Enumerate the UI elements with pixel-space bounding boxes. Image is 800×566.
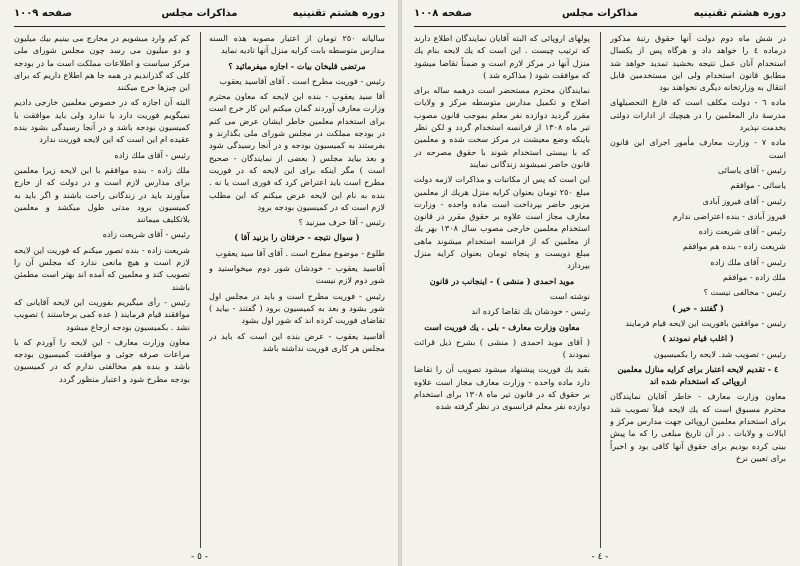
paragraph: آقاسيد يعقوب - عرض بنده اين است كه بايد در مجلس هر كارى فوريت نداشته باشد [209, 330, 385, 353]
paragraph: اين است كه پس از مكاتبات و مذاكرات لازمه دولت مبلغ ٢٥٠ تومان بعنوان كرايه منزل هريك از معلمين مزبور حاضر بپرداخت است ماده واحده - وزارت معارف مجاز است علاوه بر حقوق مقرر در قانون استخدام معلمين خارجى مصوب سال ١٣٠٨ بهر يك از معلمين كه از فرانسه استخدام ميشوند ماهى مبلغ دويست و پنجاه تومان بعنوان كرايه منزل بپردازد [414, 174, 590, 271]
paragraph: رئيس - آقاى ملك زاده [710, 256, 786, 267]
paragraph: رئيس - فوريت مطرح است و بايد در مجلس اول شور بشود و بعد به كميسيون برود ( گفتند - بيايد ) تقاضاى فوريت كرده اند كه شور اول بشود [209, 290, 385, 326]
header-title: مذاكرات مجلس [561, 8, 639, 19]
paragraph: در شش ماه دوم دولت آنها حقوق رتبهٔ مذكور درماده ٤ را خواهد داد و هرگاه پس از يكسال استخدام آنان عمل نتيجه بخشيد تمديد خواهد شد مطابق قانون استخدام ولى اين مستخدمين قابل انتقال به وزارتخانه ديگرى نخواهند بود [610, 33, 786, 93]
paragraph: رئيس - موافقين بافوريت اين لايحه قيام فرمايند [625, 317, 786, 328]
paragraph: ملك زاده - بنده موافقم با اين لايحه زيرا معلمين براى مدارس لازم است و در دولت كه از خارج ميآورند بايد در زندگانى راحت باشند و اگر بايد به كميسيون برود مدتى طول ميكشد و معلمين بلاتكليف ميمانند [14, 164, 190, 225]
paragraph: ساليانه ٢٥٠ تومان از اعتبار مصوبه هذه السنه مدارس متوسطه بابت كرايه منزل آنها تاديه نمايد [209, 33, 385, 56]
paragraph: ياسائى - موافقم [730, 180, 786, 191]
header-page-number: صفحه ١٠٠٨ [414, 8, 473, 19]
paragraph: ماده ٦ - دولت مكلف است كه فارغ التحصيلهاى مدرسهٔ دار المعلمين را در هيچيك از ادارات دولتى بخدمت نپذيرد [610, 97, 786, 133]
paragraph: نوشته است [549, 290, 590, 301]
paragraph: موید احمدى ( منشى ) - اينجانب در قانون [429, 275, 575, 286]
paragraph: پولهاى اروپائى كه البته آقايان نمايندگان اطلاع دارند كه ترتيب چيست . اين است كه يك لايحه بنام يك منزل آنها در مركز لازم است و ضمناً تقاضا ميشود كه موافقت شود ( مذاكره شد ) [414, 33, 590, 80]
paragraph: ( آقاى موید احمدى ( منشى ) بشرح ذيل قرائت نمودند ) [414, 336, 590, 360]
right-page [400, 0, 800, 566]
book-gutter [398, 0, 402, 566]
paragraph: شريعت زاده - بنده هم موافقم [682, 241, 786, 252]
paragraph: رئيس - آقاى ياسائى [717, 164, 786, 175]
paragraph: ( گفتند - خير ) [672, 302, 724, 313]
column-right [610, 32, 786, 548]
paragraph: رئيس - آقاى ملك زاده [114, 149, 190, 160]
paragraph: ماده ٧ - وزارت معارف مأمور اجراى اين قانون است [610, 137, 786, 160]
paragraph: رئيس - آقا حرف ميزنيد ؟ [298, 217, 385, 228]
paragraph: رئيس - فوريت مطرح است . آقاى آقاسيد يعقوب [219, 75, 385, 86]
paragraph: معاون وزارت معارف - خاطر آقايان نمايندگان محترم مسبوق است كه يك لايحه قبلاً تصويب شد براى استخدام معلمين اروپائى جهت مدارس مركز و ايالات و ولايات . در آن تاريخ مبلغى را كه ما پيش بينى كرده بوديم براى حقوق آنها كافى بود و اخيراً براى تعيين نرخ [610, 391, 786, 463]
paragraph: طلوع - موضوع مطرح است . آقاى آقا سيد يعقوب [215, 247, 385, 258]
paragraph: مرتضى قليخان بيات - اجازه ميفرمائيد ؟ [228, 60, 366, 71]
page-footer: - ٥ - [190, 552, 209, 562]
column-left [14, 32, 190, 548]
column-divider [200, 32, 201, 548]
header-title: مذاكرات مجلس [161, 8, 238, 19]
page-footer: - ٤ - [591, 552, 609, 562]
paragraph: معاون وزارت معارف - اين لايحه را آوردم كه با مراعات صرفه جوئى و موافقت كميسيون بودجه باشد و بنده هم مخالفتى ندارم كه در كميسيون بودجه مطرح شود و اعتبار منظور گردد [14, 336, 190, 384]
paragraph: شريعت زاده - بنده تصور ميكنم كه فوريت اين لايحه لازم است و هيچ مانعى ندارد كه مجلس آن را تصويب كند و معلمين كه آمده اند بهتر است مطمئن باشند [14, 244, 190, 292]
column-divider [600, 32, 601, 548]
paragraph: ملك زاده - موافقم [722, 272, 786, 283]
header-page-number: صفحه ١٠٠٩ [14, 8, 73, 19]
header-rule [14, 26, 385, 27]
paragraph: البته آن اجازه كه در خصوص معلمين خارجى داديم نميگويم فوريت دارد يا ندارد ولى بايد موافقت با كميسيون بودجه باشد و در آنجا رسيدگى بشود بنده عقيده ام اين است كه اين لايحه فوريت ندارد [14, 97, 190, 145]
paragraph: بقيد يك فوريت پيشنهاد ميشود تصويب آن را تقاضا دارد ماده واحده - وزارت معارف مجاز است علاوه بر حقوق كه در قانون تير ماه ١٣٠٨ براى استخدام دوازده نفر معلم فرانسوى در نظر گرفته شده [414, 364, 590, 412]
paragraph: رئيس - آقاى فيروز آبادى [702, 195, 786, 206]
paragraph: آقاسيد يعقوب - خودشان شور دوم ميخواستيد و شور دوم لازم نيست [209, 263, 385, 286]
paragraph: كم كم وارد ميشويم در مخارج مى بينيم بيك ميليون و دو ميليون مى رسد چون مجلس شوراى ملى مركز سياست و اطلاعات مملكت است ما در بودجه كلى كه گذرانديم در همه جا هم اطلاع داريم كه براى اين چيزها خرج ميكنند [14, 33, 190, 93]
text-columns [14, 32, 385, 548]
paragraph: آقا سيد يعقوب - بنده اين لايحه كه معاون محترم وزارت معارف آوردند گمان ميكنم اين كار خرج است براى استخدام معلمين خاطر ايشان عرض مى كنم در بودجه مملكت در مجلس شوراى ملى بگذارند و بفرستند به كميسيون بودجه و در آنجا رسيدگى شود و بعد بيايد مجلس ( بعضى از نمايندگان - صحيح است ) مگر اينكه براى اين لايحه كه در فوريت مطرح است بايد اعتراض كرد كه فورى است يا نه . بنده به نام اين لايحه عرض ميكنم كه اين مطلب لازم است كه در كميسيون بودجه برود [209, 91, 385, 212]
header-session: دوره هشتم تقنينيه [292, 8, 385, 19]
paragraph: رئيس - آقاى شريعت زاده [102, 229, 190, 240]
header-rule [414, 26, 786, 27]
paragraph: رئيس - آقاى شريعت زاده [698, 226, 786, 237]
paragraph: معاون وزارت معارف - بلى . يك فوريت است [424, 321, 580, 332]
paragraph: ( اغلب قيام نمودند ) [662, 333, 734, 344]
header-session: دوره هشتم تقنينيه [693, 8, 786, 19]
paragraph: ( سوال نتيجه - حرفتان را بزنيد آقا ) [234, 232, 360, 243]
column-right [209, 32, 385, 548]
page-header [414, 8, 786, 24]
column-left [414, 32, 590, 548]
paragraph: رئيس - تصويب شد. لايحه را بكميسيون [653, 348, 786, 359]
paragraph: فيروز آبادى - بنده اعتراضى ندارم [672, 210, 786, 221]
paragraph: رئيس - مخالفى نيست ؟ [703, 287, 786, 298]
paragraph: نمايندگان محترم مستحضر است درهمه ساله براى اصلاح و تكميل مدارس متوسطه مركز و ولايات مقرر گرديد دوازده نفر معلم بموجب قانون مصوب تير ماه ١٣٠٨ از فرانسه استخدام گردد و لكن نظر باينكه وضع معيشت در مركز سخت شده و معلمين كه با بيستى استخدام شوند با حقوق مصرحه در قانون حاضر نميشوند زندگانى نمايند [414, 85, 590, 169]
paragraph: رئيس - خودشان يك تقاضا كرده اند [471, 306, 590, 317]
page-header [14, 8, 385, 24]
paragraph: ٤ - تقديم لايحه اعتبار براى كرايه منازل معلمين اروپائى كه استخدام شده اند [617, 363, 779, 387]
paragraph: رئيس - رأى ميگيريم بفوريت اين لايحه آقايانى كه موافقند قيام فرمايند ( عده كمى برخاستند ) تصويب نشد . بكميسيون بودجه ارجاع ميشود [14, 296, 190, 332]
text-columns [414, 32, 786, 548]
